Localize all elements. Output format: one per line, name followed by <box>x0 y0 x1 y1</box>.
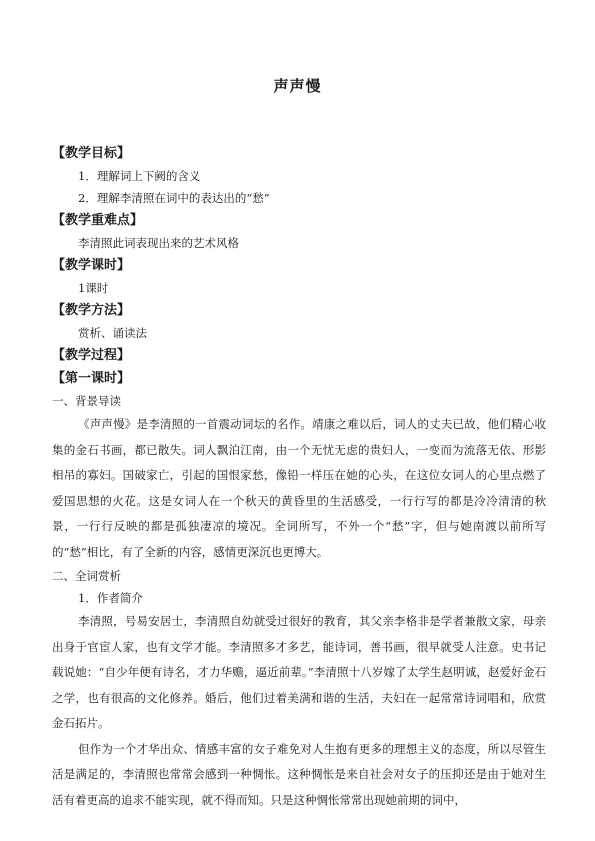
heading-teaching-process: 【教学过程】 <box>52 348 131 363</box>
heading-class-hours: 【教学课时】 <box>52 258 131 273</box>
document-body <box>52 142 546 813</box>
heading-key-points: 【教学重难点】 <box>52 213 144 228</box>
teaching-method-text: 赏析、诵读法 <box>78 326 147 340</box>
author-paragraph-1: 李清照，号易安居士，李清照自幼就受过很好的教育，其父亲李格非是学者兼散文家，母亲出身于官宦人家，也有文学才能。李清照多才多艺，能诗词，善书画，很早就受人注意。史书记载说她：“自少年便有诗名，才力华赡，逼近前辈。”李清照十八岁嫁了太学生赵明诚，赵爱好金石之学，也有很高的文化修养。婚后，他们过着美满和谐的生活，夫妇在一起常常诗词唱和，欣赏金石拓片。 <box>52 614 546 730</box>
class-hours-text: 1课时 <box>78 281 109 295</box>
author-paragraph-2: 但作为一个才华出众、情感丰富的女子难免对人生抱有更多的理想主义的态度，所以尽管生活是满足的，李清照也常常会感到一种惆怅。这种惆怅是来自社会对女子的压抑还是由于她对生活有着更高的追求不能实现，就不得而知。只是这种惆怅常常出现她前期的词中， <box>52 741 546 807</box>
heading-first-lesson: 【第一课时】 <box>52 371 131 386</box>
heading-teaching-method: 【教学方法】 <box>52 303 131 318</box>
goal-item-1: 1．理解词上下阙的含义 <box>78 169 201 183</box>
key-points-text: 李清照此词表现出来的艺术风格 <box>78 236 239 250</box>
document-title: 声声慢 <box>273 77 322 95</box>
subsection-author-intro: 1．作者简介 <box>78 591 143 605</box>
section-background-title: 一、背景导读 <box>52 394 121 408</box>
background-paragraph: 《声声慢》是李清照的一首震动词坛的名作。靖康之难以后，词人的丈夫已故，他们精心收集的金石书画，都已散失。词人飘泊江南，由一个无忧无虑的贵妇人，一变而为流落无依、形影相吊的寡妇。国破家亡，引起的国恨家愁，像铅一样压在她的心头，在这位女词人的心里点燃了爱国思想的火花。这是女词人在一个秋天的黄昏里的生活感受，一行行写的都是冷冷清清的秋景，一行行反映的都是孤独凄凉的境况。全词所写，不外一个“愁”字，但与她南渡以前所写的“愁”相比，有了全新的内容，感情更深沉也更博大。 <box>52 417 546 559</box>
goal-item-2: 2．理解李清照在词中的表达出的“愁” <box>78 191 270 205</box>
section-appreciation-title: 二、全词赏析 <box>52 569 121 583</box>
heading-teaching-goals: 【教学目标】 <box>52 146 131 161</box>
